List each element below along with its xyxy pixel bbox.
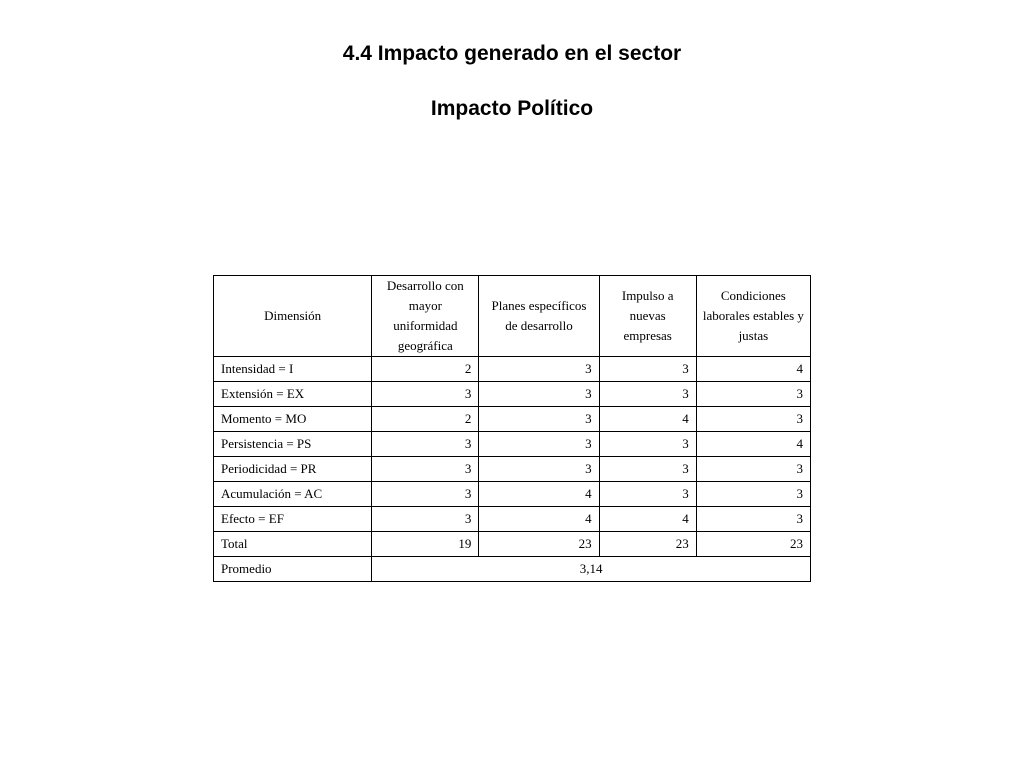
page-subtitle: Impacto Político [430,97,594,120]
table-row-total [214,532,811,557]
column-header-planes: Planes específicos de desarrollo [479,276,599,357]
column-header-dimension: Dimensión [214,276,372,357]
table-row [214,457,811,482]
table-cell: 3 [599,357,696,382]
row-label: Acumulación = AC [214,482,372,507]
row-label: Efecto = EF [214,507,372,532]
impact-table [213,275,811,582]
table-row [214,407,811,432]
table-row [214,357,811,382]
table-cell: 4 [599,407,696,432]
table-cell: 4 [479,482,599,507]
table-cell: 3 [696,507,810,532]
table-row [214,382,811,407]
row-label: Total [214,532,372,557]
table-cell: 2 [372,407,479,432]
table-cell: 4 [599,507,696,532]
row-label: Persistencia = PS [214,432,372,457]
column-header-desarrollo: Desarrollo con mayor uniformidad geográfica [372,276,479,357]
table-cell: 3 [599,482,696,507]
table-cell: 3 [479,432,599,457]
row-label: Promedio [214,557,372,582]
table-cell: 2 [372,357,479,382]
table-row-average [214,557,811,582]
column-header-condiciones: Condiciones laborales estables y justas [696,276,810,357]
table-cell: 3 [599,432,696,457]
table-cell: 23 [696,532,810,557]
table-cell: 3 [479,407,599,432]
table-cell: 3 [479,457,599,482]
row-label: Extensión = EX [214,382,372,407]
table-cell: 19 [372,532,479,557]
table-cell: 3 [479,357,599,382]
table-cell: 23 [479,532,599,557]
table-header-row [214,276,811,357]
table-cell: 3 [372,482,479,507]
row-label: Momento = MO [214,407,372,432]
table-cell: 3 [372,457,479,482]
table-row [214,432,811,457]
table-cell: 3 [696,482,810,507]
page-title: 4.4 Impacto generado en el sector [342,42,682,65]
table-cell: 3 [599,382,696,407]
column-header-impulso: Impulso a nuevas empresas [599,276,696,357]
table-cell: 3 [372,382,479,407]
table-cell: 3 [372,507,479,532]
table-cell: 4 [696,357,810,382]
row-label: Intensidad = I [214,357,372,382]
average-value: 3,14 [372,557,811,582]
row-label: Periodicidad = PR [214,457,372,482]
table-cell: 3 [372,432,479,457]
table-cell: 3 [599,457,696,482]
table-cell: 3 [696,407,810,432]
table-row [214,507,811,532]
table-cell: 3 [479,382,599,407]
table-cell: 3 [696,382,810,407]
table-cell: 3 [696,457,810,482]
table-cell: 4 [696,432,810,457]
table-row [214,482,811,507]
table-cell: 4 [479,507,599,532]
table-cell: 23 [599,532,696,557]
